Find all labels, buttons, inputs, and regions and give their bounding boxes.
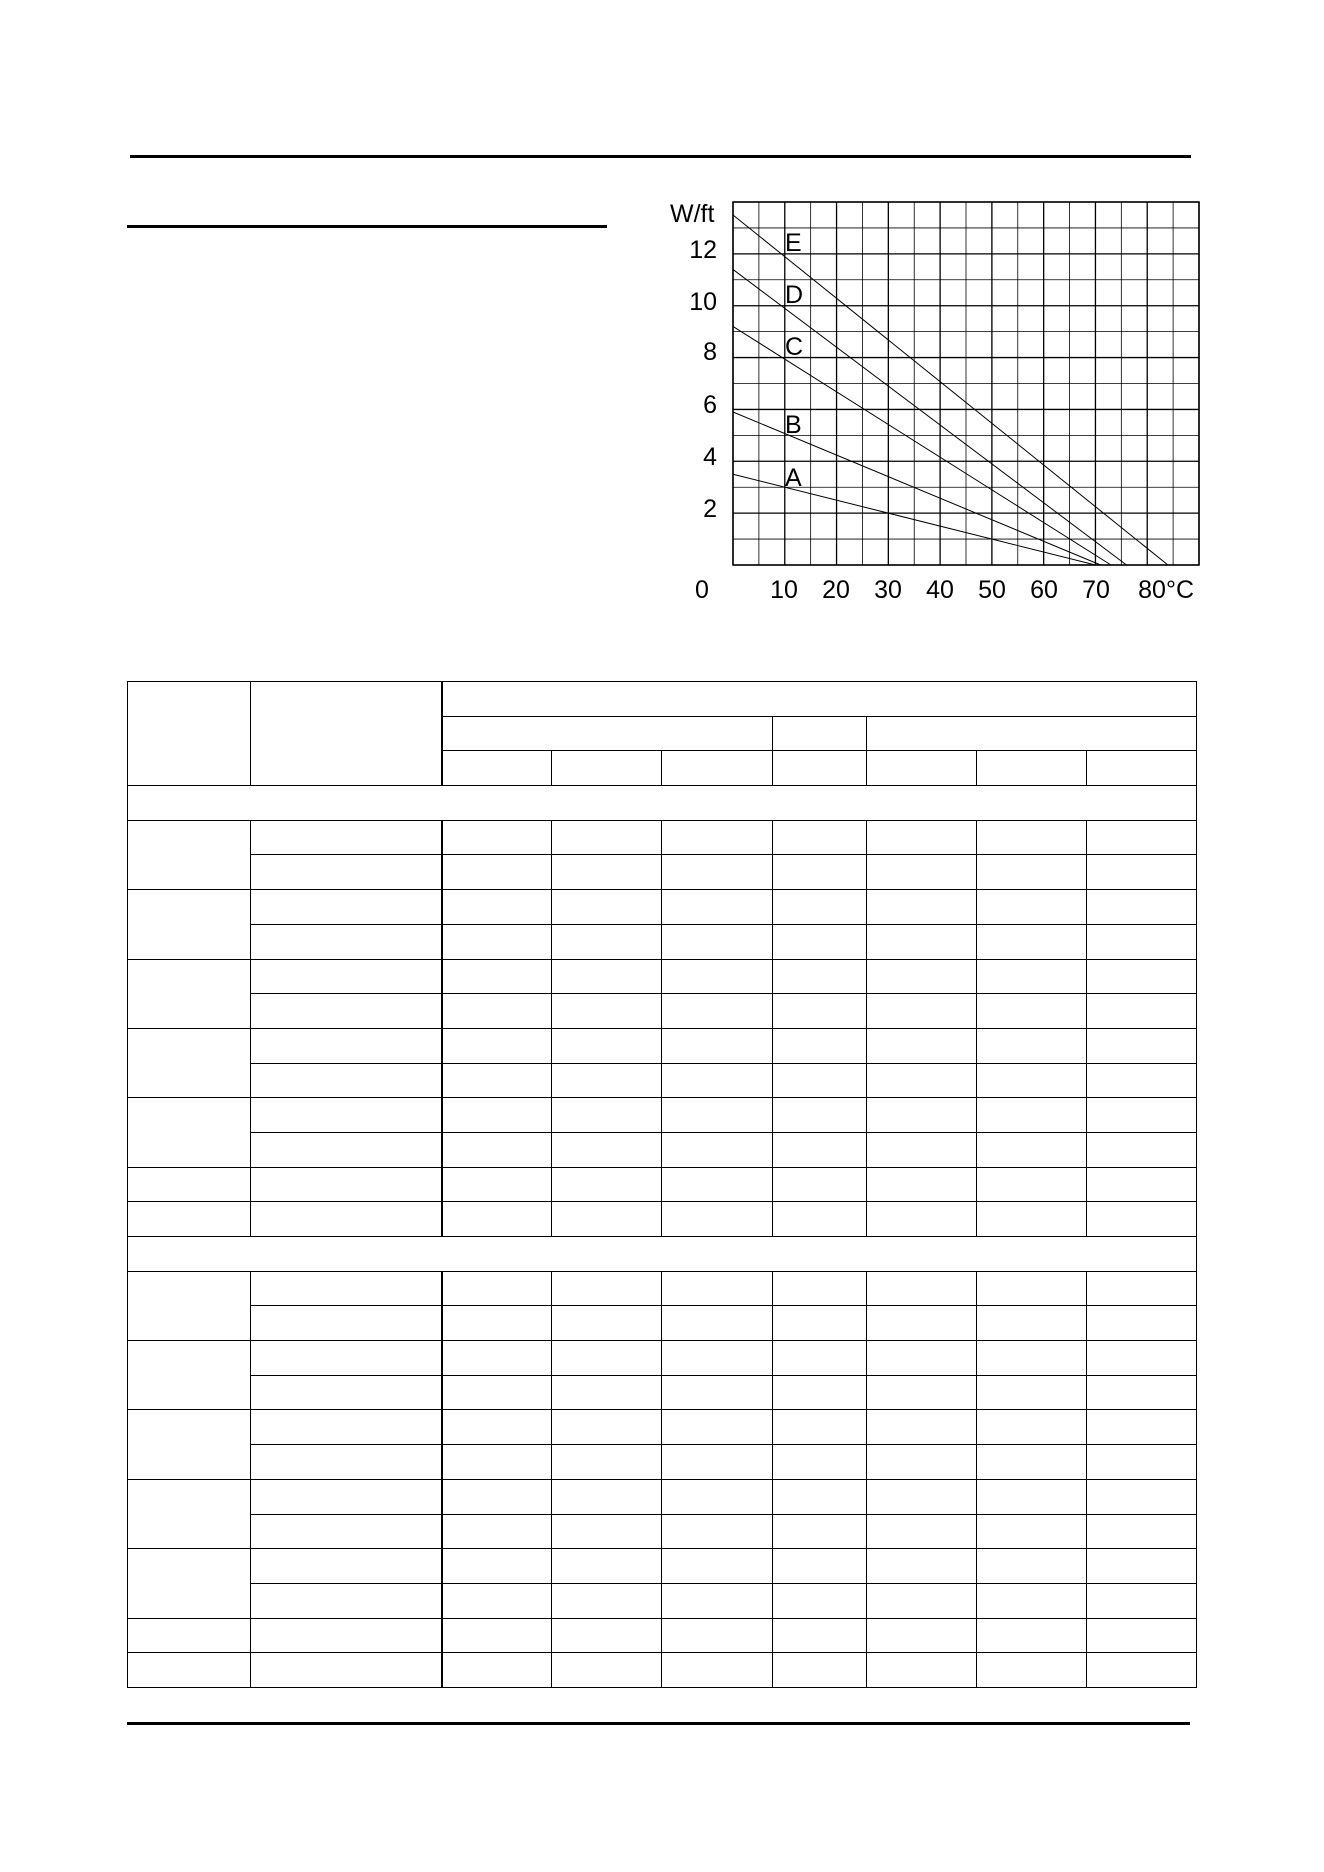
- table-row: [128, 1375, 1197, 1410]
- table-header-row-1: [128, 682, 1197, 717]
- header-sub-5: [867, 751, 977, 786]
- table-row: [128, 1098, 1197, 1133]
- header-sub-4: [773, 751, 867, 786]
- table-row: [128, 1445, 1197, 1480]
- table-row: [128, 1514, 1197, 1549]
- table-row: [128, 924, 1197, 959]
- table-row: [128, 1410, 1197, 1445]
- specification-table: [127, 681, 1197, 1688]
- footer-rule: [127, 1722, 1190, 1725]
- table-row: [128, 855, 1197, 890]
- table-row: [128, 890, 1197, 925]
- x-tick-label: 20: [822, 576, 850, 604]
- table-row: [128, 994, 1197, 1029]
- header-sub-1: [442, 751, 552, 786]
- series-line-c: [733, 326, 1111, 565]
- chart-series-labels: [785, 229, 803, 492]
- table-row: [128, 1167, 1197, 1202]
- table-row: [128, 959, 1197, 994]
- header-sub-7: [1087, 751, 1197, 786]
- header-cell-3: [442, 682, 1197, 717]
- table-row: [128, 1063, 1197, 1098]
- header-cell-2: [251, 682, 442, 786]
- table-row: [128, 1271, 1197, 1306]
- chart-y-tick-labels: [689, 236, 717, 523]
- table-row: [128, 820, 1197, 855]
- series-label-d: D: [785, 281, 804, 309]
- chart-y-axis-label: W/ft: [670, 200, 715, 228]
- series-label-e: E: [785, 229, 802, 257]
- power-output-chart: [0, 0, 1324, 640]
- table-row: [128, 1618, 1197, 1653]
- table-row: [128, 1306, 1197, 1341]
- header-group-1: [442, 716, 773, 751]
- y-tick-label: 8: [703, 338, 717, 366]
- chart-grid: [733, 202, 1199, 565]
- chart-x-tick-labels: [695, 576, 1194, 604]
- table-row: [128, 1583, 1197, 1618]
- table-row: [128, 1132, 1197, 1167]
- table-row: [128, 1028, 1197, 1063]
- table-row: [128, 1202, 1197, 1237]
- table-row: [128, 1653, 1197, 1688]
- x-tick-label: 70: [1082, 576, 1110, 604]
- table-row: [128, 1549, 1197, 1584]
- y-tick-label: 4: [703, 443, 717, 471]
- series-label-b: B: [785, 411, 802, 439]
- header-group-2: [773, 716, 867, 751]
- x-tick-label: 30: [874, 576, 902, 604]
- header-sub-6: [977, 751, 1087, 786]
- x-tick-label: 50: [978, 576, 1006, 604]
- x-tick-label: 0: [695, 576, 709, 604]
- x-tick-label: 10: [770, 576, 798, 604]
- table-row: [128, 1479, 1197, 1514]
- header-cell-1: [128, 682, 251, 786]
- y-tick-label: 6: [703, 391, 717, 419]
- header-sub-3: [662, 751, 773, 786]
- x-tick-label: 40: [926, 576, 954, 604]
- series-label-a: A: [785, 464, 802, 492]
- y-tick-label: 2: [703, 495, 717, 523]
- y-tick-label: 12: [689, 236, 717, 264]
- header-group-3: [867, 716, 1197, 751]
- x-tick-label: 80: [1138, 576, 1166, 604]
- table-row: [128, 1341, 1197, 1376]
- table-section-row: [128, 1237, 1197, 1272]
- series-label-c: C: [785, 333, 804, 361]
- header-sub-2: [552, 751, 662, 786]
- x-tick-label: 60: [1030, 576, 1058, 604]
- y-tick-label: 10: [689, 288, 717, 316]
- table-section-row: [128, 786, 1197, 821]
- x-axis-unit: °C: [1166, 576, 1195, 604]
